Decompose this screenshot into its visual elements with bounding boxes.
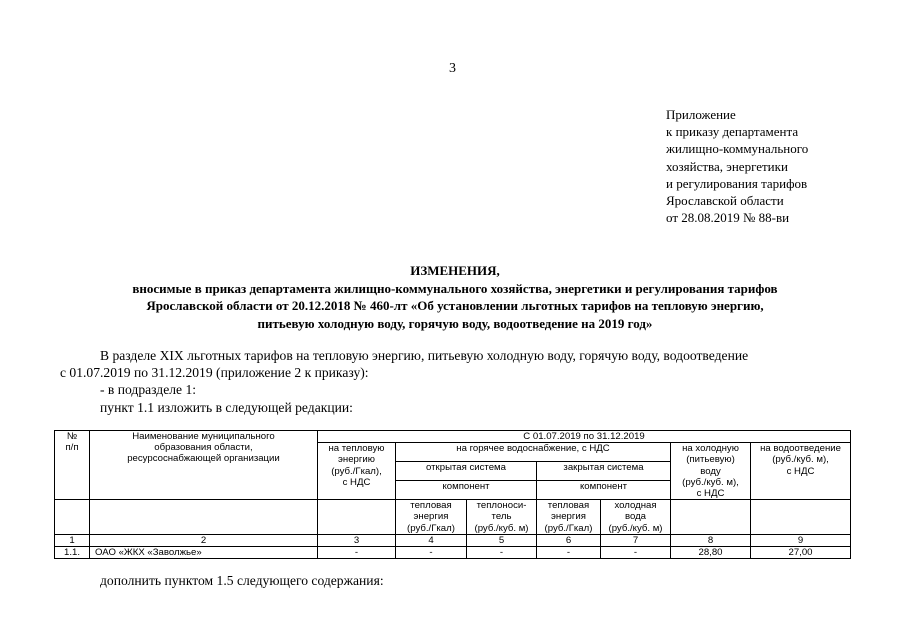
- appendix-line: от 28.08.2019 № 88-ви: [666, 210, 790, 226]
- header-num: [55, 431, 90, 500]
- header-text: (руб./Гкал): [407, 522, 455, 534]
- header-text: (руб./Гкал),: [331, 465, 382, 477]
- header-text: (питьевую): [686, 454, 735, 466]
- column-numbers-row: [55, 534, 851, 546]
- column-number: 3: [318, 534, 396, 546]
- header-open-carrier: [467, 500, 537, 535]
- header-text: (руб./куб. м): [608, 522, 663, 534]
- heading-line: Ярославской области от 20.12.2018 № 460-лт «Об установлении льготных тарифов на тепловую энергию,: [146, 298, 764, 313]
- row-organization: ОАО «ЖКХ «Заволжье»: [90, 547, 318, 559]
- header-heat: [318, 443, 396, 500]
- paragraph-intro-line2: с 01.07.2019 по 31.12.2019 (приложение 2 к приказу):: [60, 365, 369, 380]
- header-empty: [55, 500, 90, 535]
- header-text: воду: [700, 465, 721, 477]
- header-text: Наименование муниципального: [132, 431, 275, 442]
- header-name: [90, 431, 318, 500]
- header-text: (руб./куб. м),: [682, 476, 739, 488]
- header-text: энергию: [338, 454, 375, 466]
- appendix-line: Ярославской области: [666, 193, 784, 209]
- header-component-open: компонент: [396, 481, 537, 500]
- row-open-carrier: -: [467, 547, 537, 559]
- header-empty: [90, 500, 318, 535]
- header-empty: [751, 500, 851, 535]
- header-period: С 01.07.2019 по 31.12.2019: [318, 431, 851, 443]
- header-closed-cold: [601, 500, 671, 535]
- column-number: 1: [55, 534, 90, 546]
- heading-line: питьевую холодную воду, горячую воду, водоотведение на 2019 год»: [257, 315, 653, 331]
- header-text: №: [66, 431, 78, 442]
- header-text: ресурсоснабжающей организации: [127, 453, 280, 465]
- column-number: 2: [90, 534, 318, 546]
- header-text: (руб./Гкал): [544, 522, 593, 534]
- row-heat: -: [318, 547, 396, 559]
- header-text: тель: [491, 511, 512, 523]
- header-text: (руб./куб. м),: [772, 454, 829, 466]
- column-number: 9: [751, 534, 851, 546]
- header-text: тепловая: [410, 500, 452, 512]
- appendix-block: [666, 106, 808, 226]
- row-drainage: 27,00: [751, 547, 851, 559]
- paragraph-intro-line1: В разделе XIX льготных тарифов на тепловую энергию, питьевую холодную воду, горячую воду, водоотведение: [100, 348, 749, 363]
- page-number: 3: [449, 61, 456, 76]
- header-text: энергия: [551, 511, 586, 523]
- header-text: холодная: [614, 500, 657, 512]
- header-hot-water: на горячее водоснабжение, с НДС: [396, 443, 671, 462]
- header-text: п/п: [65, 442, 79, 454]
- row-closed-heat: -: [537, 547, 601, 559]
- header-text: на холодную: [682, 443, 739, 455]
- header-open-heat: [396, 500, 467, 535]
- heading-line: вносимые в приказ департамента жилищно-коммунального хозяйства, энергетики и регулирования тарифов: [132, 280, 778, 296]
- header-text: на тепловую: [328, 443, 385, 455]
- header-text: с НДС: [342, 476, 371, 488]
- header-text: энергия: [413, 511, 449, 523]
- header-cold-water: [671, 443, 751, 500]
- header-empty: [318, 500, 396, 535]
- paragraph-item-edit: пункт 1.1 изложить в следующей редакции:: [100, 400, 353, 415]
- header-text: на водоотведение: [760, 443, 841, 455]
- row-open-heat: -: [396, 547, 467, 559]
- appendix-line: и регулирования тарифов: [666, 175, 808, 191]
- row-cold-water: 28,80: [671, 547, 751, 559]
- column-number: 5: [467, 534, 537, 546]
- header-text: с НДС: [696, 488, 725, 500]
- row-closed-cold: -: [601, 547, 671, 559]
- column-number: 7: [601, 534, 671, 546]
- header-closed-heat: [537, 500, 601, 535]
- header-empty: [671, 500, 751, 535]
- header-text: образования области,: [154, 442, 253, 454]
- document-heading: [60, 262, 850, 332]
- appendix-line: хозяйства, энергетики: [666, 158, 788, 174]
- paragraph-add-item: дополнить пунктом 1.5 следующего содержания:: [100, 573, 384, 588]
- header-text: с НДС: [786, 465, 815, 477]
- header-closed-system: закрытая система: [537, 462, 671, 481]
- column-number: 8: [671, 534, 751, 546]
- appendix-line: к приказу департамента: [666, 124, 799, 140]
- header-drainage: [751, 443, 851, 500]
- header-text: вода: [624, 511, 647, 523]
- appendix-line: жилищно-коммунального: [666, 141, 809, 157]
- column-number: 6: [537, 534, 601, 546]
- table-row: [55, 547, 851, 559]
- column-number: 4: [396, 534, 467, 546]
- row-num: 1.1.: [55, 547, 90, 559]
- tariff-table: [54, 430, 851, 559]
- header-text: теплоноси-: [476, 500, 527, 512]
- header-open-system: открытая система: [396, 462, 537, 481]
- header-component-closed: компонент: [537, 481, 671, 500]
- header-text: (руб./куб. м): [474, 522, 529, 534]
- header-text: тепловая: [547, 500, 590, 512]
- paragraph-subsection: - в подразделе 1:: [100, 382, 197, 397]
- appendix-line: Приложение: [666, 107, 736, 122]
- heading-title: ИЗМЕНЕНИЯ,: [410, 263, 500, 278]
